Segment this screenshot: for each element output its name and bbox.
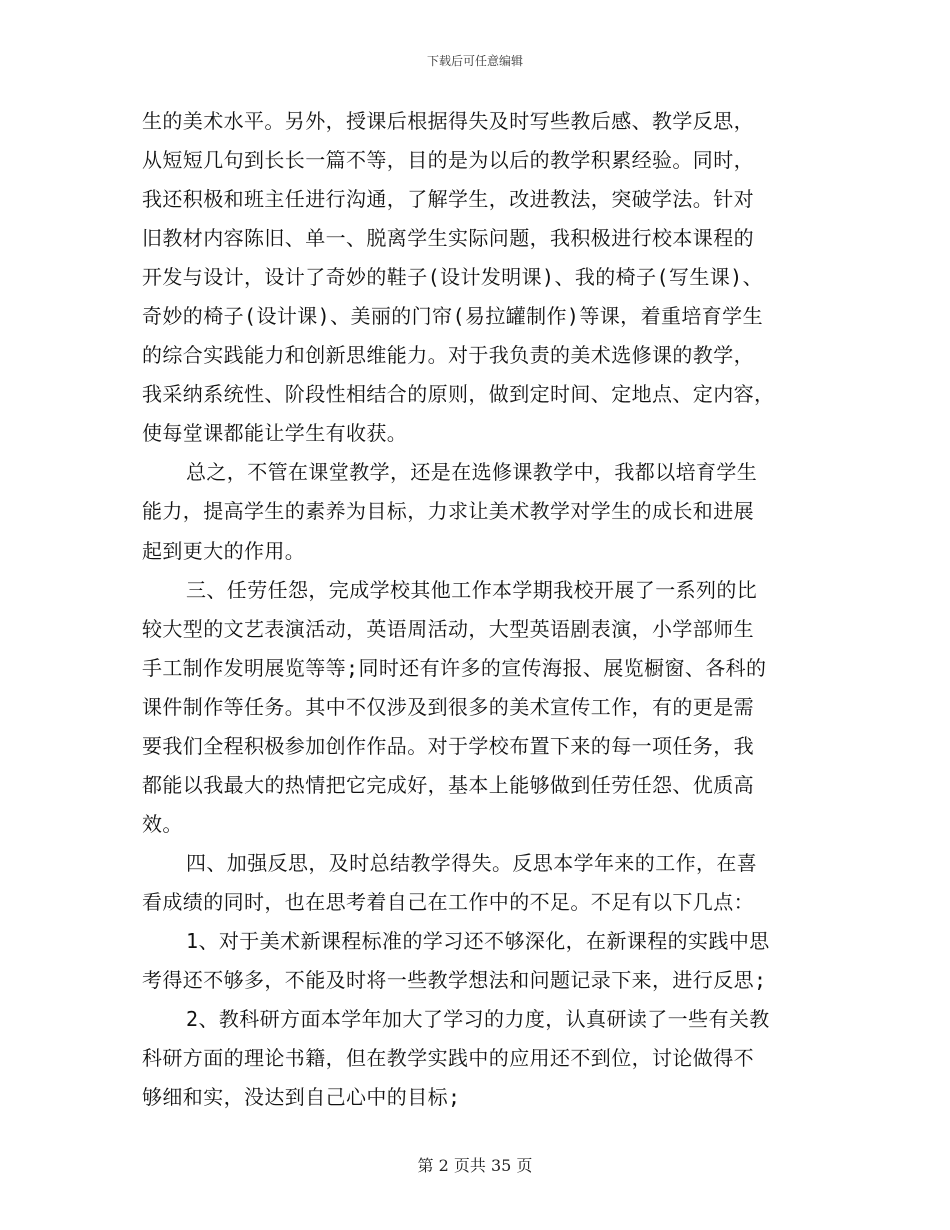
text-line: 我还积极和班主任进行沟通，了解学生，改进教法，突破学法。针对: [142, 187, 754, 212]
text-line: 从短短几句到长长一篇不等，目的是为以后的教学积累经验。同时，: [142, 148, 754, 173]
text-line: 旧教材内容陈旧、单一、脱离学生实际问题，我积极进行校本课程的: [142, 226, 754, 251]
document-body: [142, 102, 810, 1117]
text-line: 效。: [142, 811, 183, 836]
paragraph-start-line: 四、加强反思，及时总结教学得失。反思本学年来的工作，在喜: [186, 850, 758, 875]
text-line: 科研方面的理论书籍，但在教学实践中的应用还不到位，讨论做得不: [142, 1046, 754, 1071]
text-line: 开发与设计，设计了奇妙的鞋子(设计发明课)、我的椅子(写生课)、: [142, 265, 763, 290]
text-line: 生的美术水平。另外，授课后根据得失及时写些教后感、教学反思，: [142, 109, 754, 133]
text-line: 看成绩的同时，也在思考着自己在工作中的不足。不足有以下几点：: [142, 889, 754, 914]
text-line: 奇妙的椅子(设计课)、美丽的门帘(易拉罐制作)等课，着重培育学生: [142, 304, 763, 329]
text-line: 的综合实践能力和创新思维能力。对于我负责的美术选修课的教学，: [142, 343, 754, 368]
text-line: 都能以我最大的热情把它完成好，基本上能够做到任劳任怨、优质高: [142, 772, 754, 797]
paragraph-start-line: 2、教科研方面本学年加大了学习的力度，认真研读了一些有关教: [186, 1007, 770, 1032]
text-line: 考得还不够多，不能及时将一些教学想法和问题记录下来，进行反思;: [142, 968, 767, 993]
page-header: 下载后可任意编辑: [426, 54, 523, 68]
paragraph-start-line: 总之，不管在课堂教学，还是在选修课教学中，我都以培育学生: [186, 460, 758, 485]
text-line: 要我们全程积极参加创作作品。对于学校布置下来的每一项任务，我: [142, 733, 754, 758]
page-number-footer: 第 2 页共 35 页: [417, 1156, 533, 1175]
text-line: 起到更大的作用。: [142, 538, 306, 563]
text-line: 能力，提高学生的素养为目标，力求让美术教学对学生的成长和进展: [142, 499, 754, 524]
text-line: 够细和实，没达到自己心中的目标;: [142, 1085, 461, 1110]
text-line: 课件制作等任务。其中不仅涉及到很多的美术宣传工作，有的更是需: [142, 694, 754, 719]
text-line: 较大型的文艺表演活动，英语周活动，大型英语剧表演，小学部师生: [142, 616, 754, 641]
text-line: 使每堂课都能让学生有收获。: [142, 421, 408, 446]
paragraph-start-line: 三、任劳任怨，完成学校其他工作本学期我校开展了一系列的比: [186, 577, 758, 602]
text-line: 手工制作发明展览等等;同时还有许多的宣传海报、展览橱窗、各科的: [142, 655, 767, 680]
text-line: 我采纳系统性、阶段性相结合的原则，做到定时间、定地点、定内容，: [142, 382, 775, 407]
paragraph-start-line: 1、对于美术新课程标准的学习还不够深化，在新课程的实践中思: [186, 928, 770, 953]
